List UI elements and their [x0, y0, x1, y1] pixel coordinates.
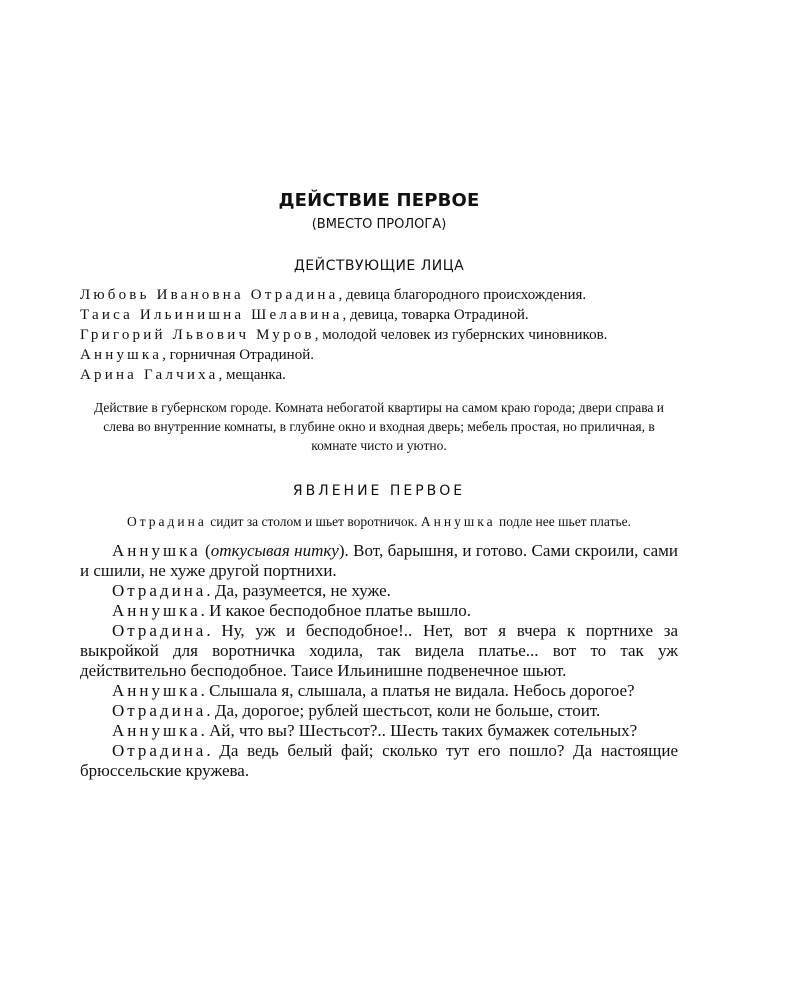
dialogue-line — [80, 741, 678, 781]
dialogue-line — [80, 601, 678, 621]
cast-item — [80, 366, 678, 384]
cast-desc: , мещанка. — [218, 367, 286, 383]
dialogue-line — [80, 621, 678, 681]
dialogue-line — [80, 701, 678, 721]
setting-description: Действие в губернском городе. Комната небогатой квартиры на самом краю города; двери справа и слева во внутренние комнаты, в глубине окно и входная дверь; мебель простая, но приличная, в комнате чисто и уютно. — [93, 400, 665, 453]
cast-name: Аннушка — [80, 347, 163, 363]
line-prefix: ( — [200, 541, 211, 560]
cast-desc: , горничная Отрадиной. — [162, 347, 314, 363]
speaker-name: Аннушка — [112, 541, 201, 560]
line-text: . Ну, уж и бесподобное!.. Нет, вот я вчера к портнихе за выкройкой для воротничка ходила, так видела платье... вот то так уж действительно бесподобное. Таисе Ильинишне подвенечное шьют. — [80, 621, 678, 680]
cast-name: Любовь Ивановна Отрадина — [80, 287, 339, 303]
speaker-name: Отрадина — [112, 701, 207, 720]
line-text: ). Вот, барышня, и готово. Сами скроили, сами и сшили, не хуже другой портнихи. — [80, 541, 678, 580]
cast-desc: , девица, товарка Отрадиной. — [342, 307, 529, 323]
speaker-name: Отрадина — [112, 581, 207, 600]
cast-name: Григорий Львович Муров — [80, 327, 315, 343]
speaker-name: Отрадина — [112, 621, 207, 640]
act-title: ДЕЙСТВИЕ ПЕРВОЕ — [278, 190, 480, 211]
line-text: . Да ведь белый фай; сколько тут его пошло? Да настоящие брюссельские кружева. — [80, 741, 678, 780]
dialogue-line — [80, 721, 678, 741]
speaker-name: Аннушка — [112, 601, 201, 620]
stage-direction-text: подле нее шьет платье. — [495, 514, 631, 529]
stage-direction-text: сидит за столом и шьет воротничок. — [206, 514, 421, 529]
line-text: . Да, дорогое; рублей шестьсот, коли не больше, стоит. — [206, 701, 601, 720]
stage-direction-name: Аннушка — [420, 514, 496, 529]
document-page — [80, 190, 678, 781]
stage-direction-name: Отрадина — [126, 514, 207, 529]
cast-desc: , молодой человек из губернских чиновников. — [314, 327, 608, 343]
speaker-name: Аннушка — [112, 681, 201, 700]
cast-item — [80, 286, 678, 304]
scene-heading: ЯВЛЕНИЕ ПЕРВОЕ — [292, 483, 466, 499]
speaker-name: Аннушка — [112, 721, 201, 740]
line-text: . Да, разумеется, не хуже. — [206, 581, 391, 600]
act-subtitle: (ВМЕСТО ПРОЛОГА) — [311, 217, 447, 232]
cast-item — [80, 346, 678, 364]
dialogue-line — [80, 681, 678, 701]
cast-heading: ДЕЙСТВУЮЩИЕ ЛИЦА — [293, 258, 465, 274]
cast-item — [80, 326, 678, 344]
cast-item — [80, 306, 678, 324]
dialogue-line — [80, 541, 678, 581]
dialogue-line — [80, 581, 678, 601]
cast-list — [80, 286, 678, 384]
cast-name: Таиса Ильинишна Шелавина — [80, 307, 343, 323]
stage-direction — [88, 513, 670, 531]
stage-remark: откусывая нитку — [210, 541, 339, 560]
line-text: . Ай, что вы? Шестьсот?.. Шесть таких бумажек сотельных? — [200, 721, 638, 740]
speaker-name: Отрадина — [112, 741, 207, 760]
line-text: . И какое бесподобное платье вышло. — [200, 601, 471, 620]
cast-name: Арина Галчиха — [80, 367, 219, 383]
cast-desc: , девица благородного происхождения. — [338, 287, 587, 303]
line-text: . Слышала я, слышала, а платья не видала. Небось дорогое? — [200, 681, 635, 700]
